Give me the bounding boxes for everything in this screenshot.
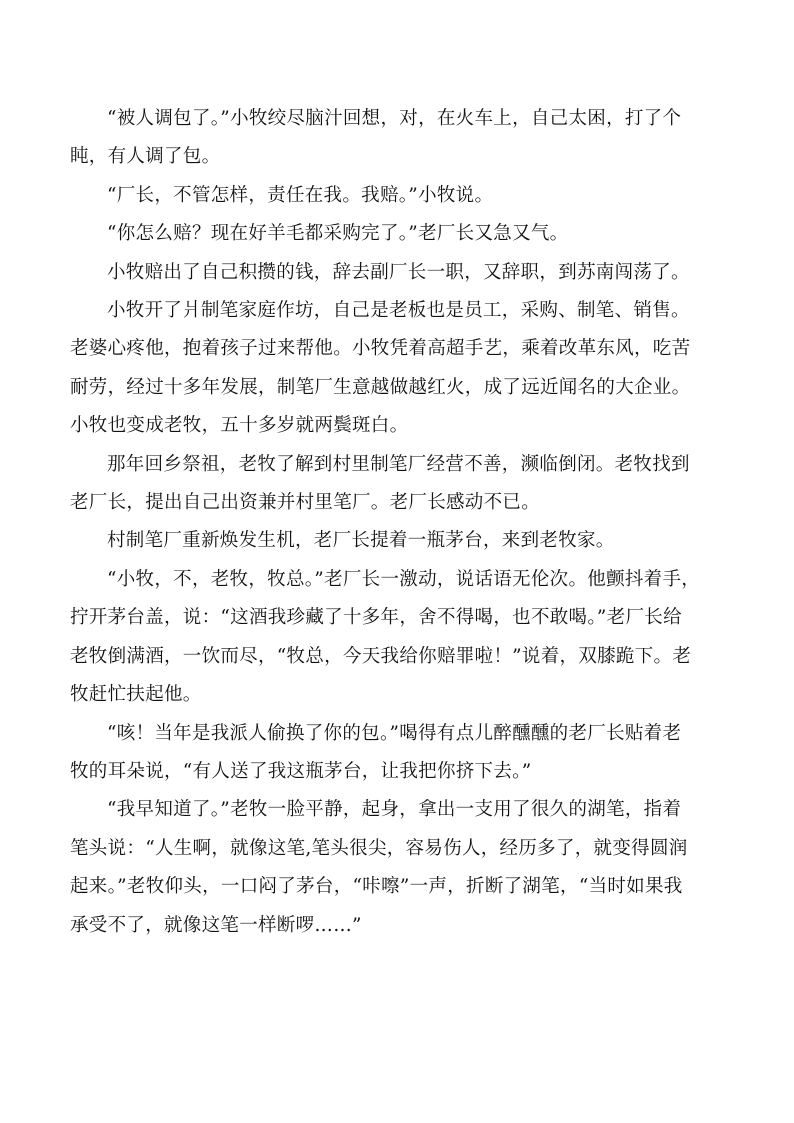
paragraph-10 xyxy=(70,791,734,945)
text-line: 笔头说：“人生啊，就像这笔,笔头很尖，容易伤人，经历多了，就变得圆润 xyxy=(70,837,688,859)
text-line: “厂长，不管怎样，责任在我。我赔。”小牧说。 xyxy=(107,184,494,206)
text-line: 盹，有人调了包。 xyxy=(70,146,221,168)
paragraph-6 xyxy=(70,446,734,523)
paragraph-1 xyxy=(70,100,734,177)
text-line: “小牧，不，老牧，牧总。”老厂长一激动，说话语无伦次。他颤抖着手， xyxy=(107,568,701,590)
paragraph-5 xyxy=(70,292,734,446)
paragraph-7 xyxy=(70,522,734,560)
paragraph-4 xyxy=(70,254,734,292)
text-line: 耐劳，经过十多年发展，制笔厂生意越做越红火，成了远近闻名的大企业。 xyxy=(70,376,691,398)
text-line: 起来。”老牧仰头，一口闷了茅台，“咔嚓”一声，折断了湖笔，“当时如果我 xyxy=(70,876,683,898)
paragraph-8 xyxy=(70,561,734,715)
story-text xyxy=(70,100,734,945)
paragraph-2 xyxy=(70,177,734,215)
text-line: 小牧赔出了自己积攒的钱，辞去副厂长一职，又辞职，到苏南闯荡了。 xyxy=(107,261,690,283)
text-line: “咳！当年是我派人偷换了你的包。”喝得有点儿醉醺醺的老厂长贴着老 xyxy=(107,722,682,744)
paragraph-3 xyxy=(70,215,734,253)
text-line: 牧的耳朵说，“有人送了我这瓶茅台，让我把你挤下去。” xyxy=(70,760,532,782)
text-line: 那年回乡祭祖，老牧了解到村里制笔厂经营不善，濒临倒闭。老牧找到 xyxy=(107,453,690,475)
text-line: 拧开茅台盖，说：“这酒我珍藏了十多年，舍不得喝，也不敢喝。”老厂长给 xyxy=(70,607,682,629)
text-line: 老婆心疼他，抱着孩子过来帮他。小牧凭着高超手艺，乘着改革东风，吃苦 xyxy=(70,338,691,360)
text-line: 小牧开了爿制笔家庭作坊，自己是老板也是员工，采购、制笔、销售。 xyxy=(107,300,690,322)
text-line: 老牧倒满酒，一饮而尽，“牧总，今天我给你赔罪啦！”说着，双膝跪下。老 xyxy=(70,645,692,667)
paragraph-9 xyxy=(70,715,734,792)
text-line: 老厂长，提出自己出资兼并村里笔厂。老厂长感动不已。 xyxy=(70,492,541,514)
text-line: “被人调包了。”小牧绞尽脑汁回想，对，在火车上，自己太困，打了个 xyxy=(107,108,682,129)
text-line: “你怎么赔？现在好羊毛都采购完了。”老厂长又急又气。 xyxy=(107,223,569,245)
text-line: 承受不了，就像这笔一样断啰……” xyxy=(70,914,362,936)
text-line: 村制笔厂重新焕发生机，老厂长提着一瓶茅台，来到老牧家。 xyxy=(107,530,615,552)
text-line: 小牧也变成老牧，五十多岁就两鬓斑白。 xyxy=(70,415,409,437)
text-line: 牧赶忙扶起他。 xyxy=(70,684,202,706)
text-line: “我早知道了。”老牧一脸平静，起身，拿出一支用了很久的湖笔，指着 xyxy=(107,799,682,821)
